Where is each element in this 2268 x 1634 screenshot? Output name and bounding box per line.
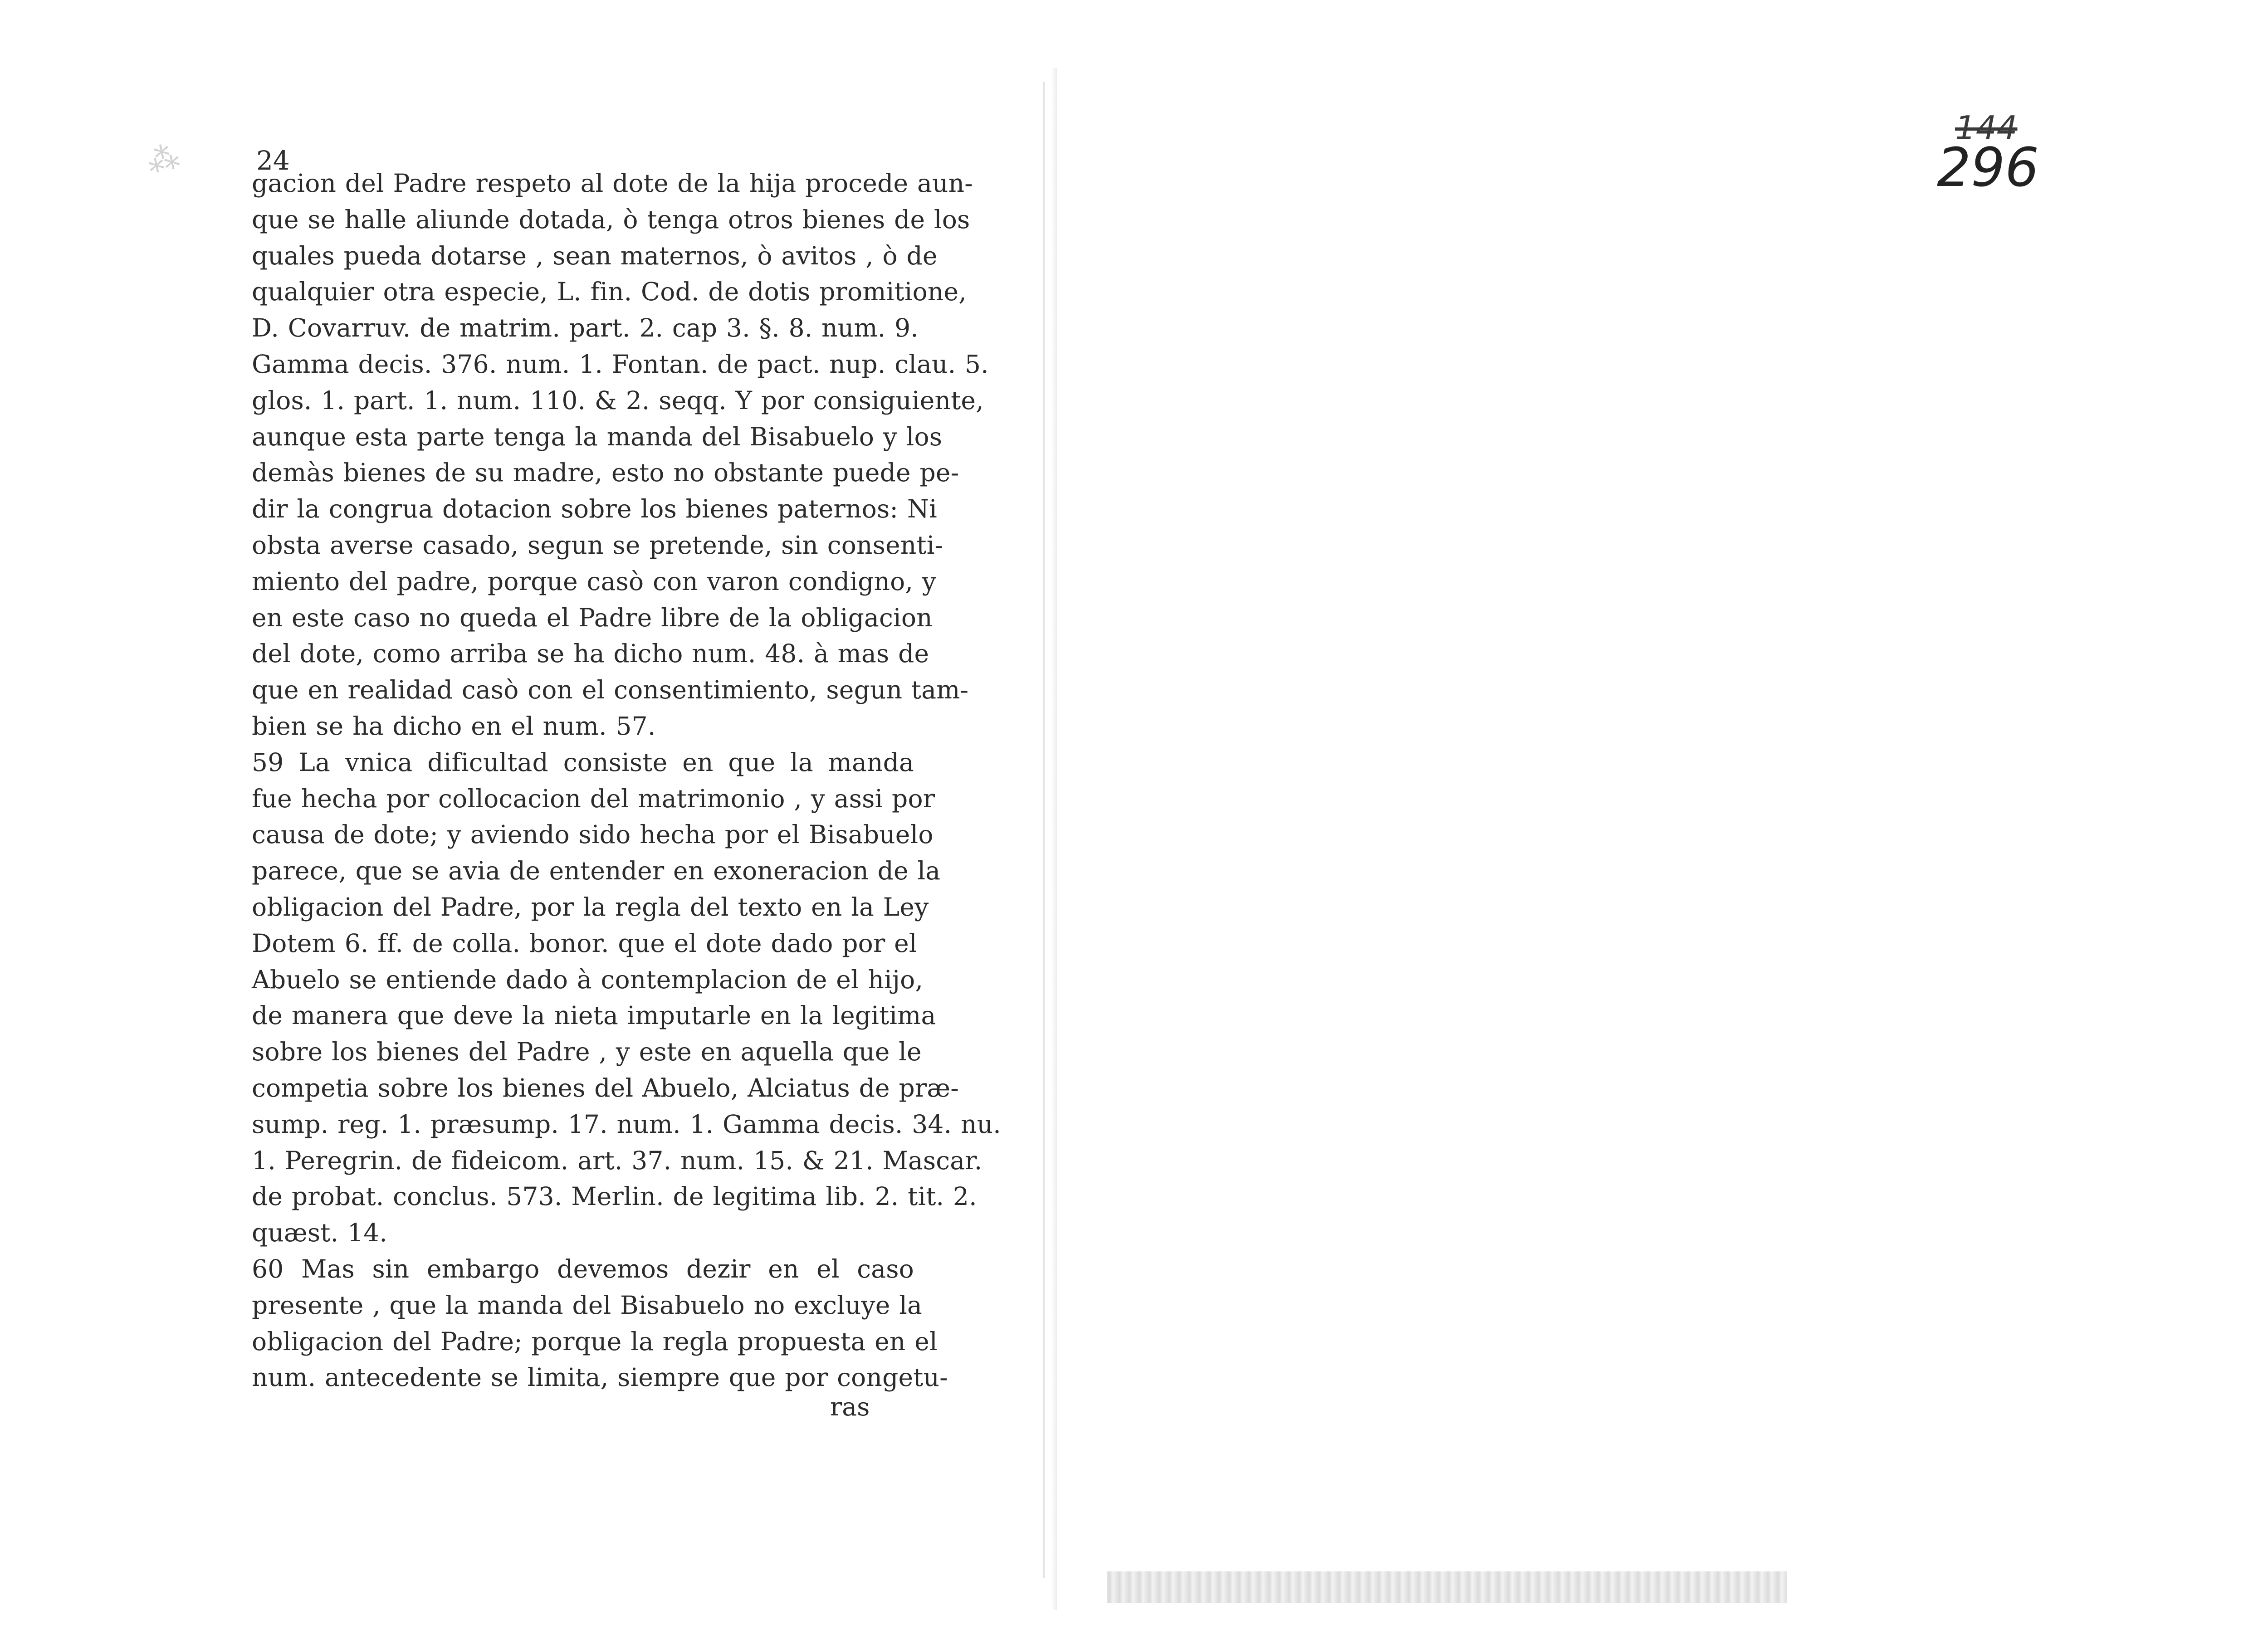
text-line: sobre los bienes del Padre , y este en aquella que le: [252, 1037, 922, 1067]
text-line: parece, que se avia de entender en exoneracion de la: [252, 856, 941, 886]
left-page-text: [252, 166, 1001, 1396]
text-line: fue hecha por collocacion del matrimonio , y assi por: [252, 784, 935, 813]
left-catchword: ras: [830, 1392, 870, 1421]
text-line: quæst. 14.: [252, 1218, 388, 1248]
text-line: en este caso no queda el Padre libre de la obligacion: [252, 603, 933, 632]
text-line: obsta averse casado, segun se pretende, sin consenti-: [252, 530, 943, 560]
folio-number: 296: [1937, 136, 2039, 199]
text-line: presente , que la manda del Bisabuelo no excluye la: [252, 1290, 923, 1320]
text-line: del dote, como arriba se ha dicho num. 48. à mas de: [252, 639, 929, 668]
text-line: que se halle aliunde dotada, ò tenga otros bienes de los: [252, 205, 970, 234]
text-line: que en realidad casò con el consentimiento, segun tam-: [252, 675, 969, 705]
text-line: Gamma decis. 376. num. 1. Fontan. de pact. nup. clau. 5.: [252, 349, 989, 379]
left-page-number: 24: [256, 145, 290, 176]
text-line: de manera que deve la nieta imputarle en la legitima: [252, 1001, 936, 1030]
text-line: aunque esta parte tenga la manda del Bisabuelo y los: [252, 422, 943, 451]
page-edge: [1043, 82, 1045, 1578]
text-line: de probat. conclus. 573. Merlin. de legitima lib. 2. tit. 2.: [252, 1182, 977, 1211]
folio-struck-number: 144: [1955, 109, 2018, 147]
right-page: [1057, 0, 2146, 1634]
text-line: qualquier otra especie, L. fin. Cod. de dotis promitione,: [252, 277, 967, 307]
text-line: causa de dote; y aviendo sido hecha por el Bisabuelo: [252, 820, 934, 849]
text-line: glos. 1. part. 1. num. 110. & 2. seqq. Y por consiguiente,: [252, 385, 984, 415]
handwritten-folio: [1937, 109, 2055, 200]
text-line: Dotem 6. ff. de colla. bonor. que el dote dado por el: [252, 928, 917, 958]
text-line: 1. Peregrin. de fideicom. art. 37. num. 15. & 21. Mascar.: [252, 1146, 982, 1175]
text-line: demàs bienes de su madre, esto no obstante puede pe-: [252, 458, 959, 488]
text-line: miento del padre, porque casò con varon condigno, y: [252, 566, 937, 596]
text-line: obligacion del Padre; porque la regla propuesta en el: [252, 1327, 938, 1356]
left-page: [0, 0, 1057, 1634]
text-line: 59 La vnica dificultad consiste en que la manda: [252, 747, 914, 777]
text-line: sump. reg. 1. præsump. 17. num. 1. Gamma decis. 34. nu.: [252, 1109, 1001, 1139]
text-line: num. antecedente se limita, siempre que por congetu-: [252, 1363, 948, 1392]
text-line: competia sobre los bienes del Abuelo, Alciatus de præ-: [252, 1073, 959, 1102]
text-line: D. Covarruv. de matrim. part. 2. cap 3. §. 8. num. 9.: [252, 313, 919, 343]
text-line: gacion del Padre respeto al dote de la hija procede aun-: [252, 169, 973, 198]
text-line: dir la congrua dotacion sobre los bienes paternos: Ni: [252, 494, 937, 524]
scan-shadow: [1107, 1571, 1787, 1603]
faint-stamp-mark: ⁂: [144, 137, 183, 181]
text-line: obligacion del Padre, por la regla del texto en la Ley: [252, 892, 929, 922]
text-line: Abuelo se entiende dado à contemplacion de el hijo,: [252, 965, 924, 994]
text-line: 60 Mas sin embargo devemos dezir en el caso: [252, 1254, 914, 1283]
text-line: bien se ha dicho en el num. 57.: [252, 711, 656, 741]
text-line: quales pueda dotarse , sean maternos, ò avitos , ò de: [252, 241, 938, 270]
